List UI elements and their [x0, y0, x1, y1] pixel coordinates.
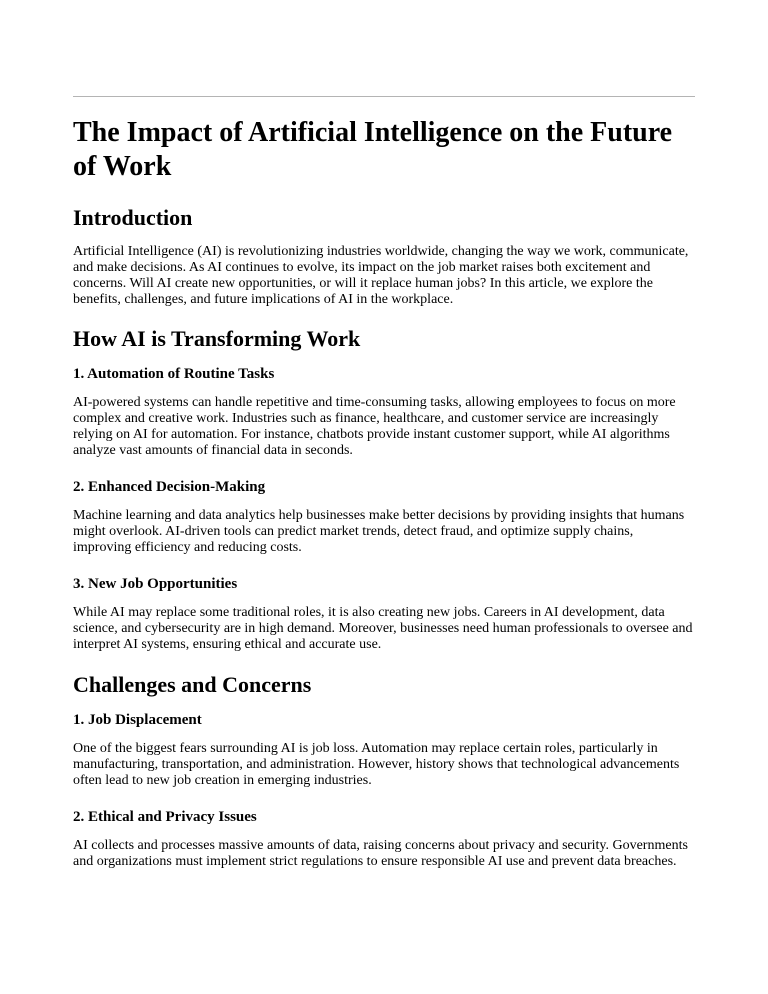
- automation-paragraph: AI-powered systems can handle repetitive and time-consuming tasks, allowing employees to focus on more complex and creative work. Industries such as finance, healthcare, and customer service are increasingly relying on AI for automation. For instance, chatbots provide instant customer support, while AI algorithms analyze vast amounts of financial data in seconds.: [73, 395, 676, 458]
- subsection-heading-decision-making: 2. Enhanced Decision-Making: [73, 479, 266, 495]
- new-jobs-paragraph: While AI may replace some traditional roles, it is also creating new jobs. Careers in AI development, data science, and cybersecurity are in high demand. Moreover, businesses need human professionals to oversee and interpret AI systems, ensuring ethical and accurate use.: [73, 605, 693, 652]
- article: [73, 116, 695, 870]
- introduction-paragraph: Artificial Intelligence (AI) is revolutionizing industries worldwide, changing the way we work, communicate, and make decisions. As AI continues to evolve, its impact on the job market raises both excitement and concerns. Will AI create new opportunities, or will it replace human jobs? In this article, we explore the benefits, challenges, and future implications of AI in the workplace.: [73, 244, 689, 307]
- decision-making-paragraph: Machine learning and data analytics help businesses make better decisions by providing insights that humans might overlook. AI-driven tools can predict market trends, detect fraud, and optimize supply chains, improving efficiency and reducing costs.: [73, 508, 685, 555]
- article-title: The Impact of Artificial Intelligence on the Future of Work: [73, 117, 673, 182]
- horizontal-rule: [73, 96, 695, 97]
- subsection-heading-new-jobs: 3. New Job Opportunities: [73, 576, 238, 592]
- section-heading-challenges: Challenges and Concerns: [73, 672, 312, 697]
- subsection-heading-automation: 1. Automation of Routine Tasks: [73, 366, 275, 382]
- subsection-heading-ethics-privacy: 2. Ethical and Privacy Issues: [73, 809, 257, 825]
- section-heading-introduction: Introduction: [73, 205, 193, 230]
- ethics-privacy-paragraph: AI collects and processes massive amounts of data, raising concerns about privacy and security. Governments and organizations must implement strict regulations to ensure responsible AI use and prevent data breaches.: [73, 838, 688, 869]
- subsection-heading-job-displacement: 1. Job Displacement: [73, 712, 202, 728]
- section-heading-transforming: How AI is Transforming Work: [73, 326, 361, 351]
- job-displacement-paragraph: One of the biggest fears surrounding AI is job loss. Automation may replace certain roles, particularly in manufacturing, transportation, and administration. However, history shows that technological advancements often lead to new job creation in emerging industries.: [73, 741, 680, 788]
